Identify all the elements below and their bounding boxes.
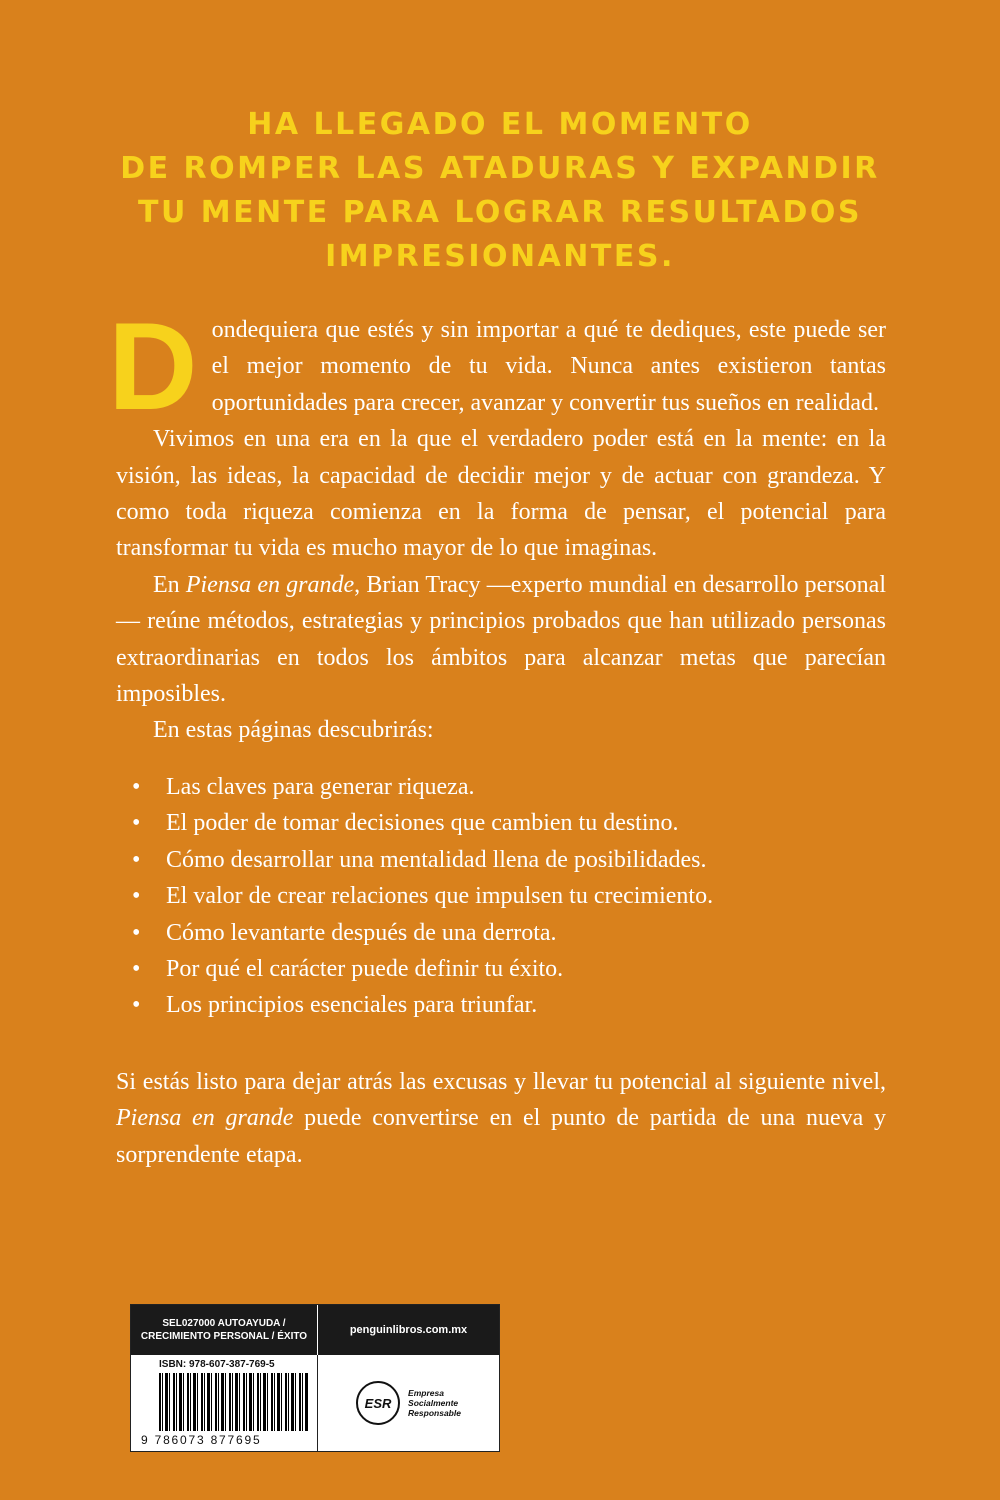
barcode-bars	[159, 1373, 309, 1431]
headline	[60, 103, 940, 279]
category-line-1: SEL027000 AUTOAYUDA /	[162, 1318, 286, 1329]
bullet-item: • Por qué el carácter puede definir tu éxito.	[116, 951, 886, 987]
closing-book-title: Piensa en grande	[116, 1105, 294, 1132]
closing-text-2: puede convertirse en el punto de partida de una nueva y sorprendente etapa.	[116, 1105, 886, 1168]
headline-line-3: TU MENTE PARA LOGRAR RESULTADOS	[138, 195, 862, 230]
bullet-item: • El poder de tomar decisiones que cambien tu destino.	[116, 805, 886, 841]
headline-line-4: IMPRESIONANTES.	[325, 239, 675, 274]
esr-line-2: Socialmente	[408, 1398, 459, 1408]
paragraph-3	[116, 567, 886, 713]
barcode-header	[131, 1305, 499, 1355]
category-label	[131, 1305, 318, 1355]
bullet-item: • Los principios esenciales para triunfar.	[116, 987, 886, 1023]
paragraph-4: En estas páginas descubrirás:	[153, 717, 434, 744]
closing-paragraph	[116, 1064, 886, 1173]
esr-text	[408, 1388, 461, 1418]
book-title: Piensa en grande	[185, 571, 355, 598]
barcode-digits: 9 786073 877695	[141, 1433, 262, 1447]
body-text	[108, 298, 886, 1173]
bullet-list	[116, 769, 886, 1024]
barcode-section	[131, 1355, 318, 1451]
drop-cap: D	[108, 298, 198, 436]
closing-text-1: Si estás listo para dejar atrás las excusas y llevar tu potencial al siguiente nivel,	[116, 1068, 886, 1095]
esr-section	[318, 1355, 499, 1451]
bullet-item: • Las claves para generar riqueza.	[116, 769, 886, 805]
bullet-item: • El valor de crear relaciones que impulsen tu crecimiento.	[116, 878, 886, 914]
category-line-2: CRECIMIENTO PERSONAL / ÉXITO	[140, 1331, 308, 1342]
paragraph-1	[108, 298, 886, 436]
barcode-body	[131, 1355, 499, 1451]
esr-line-3: Responsable	[408, 1408, 461, 1418]
paragraph-2: Vivimos en una era en la que el verdadero poder está en la mente: en la visión, las ideas, la capacidad de decidir mejor y de actuar con grandeza. Y como toda riqueza comienza en la forma de pensar, el potencial para transformar tu vida es mucho mayor de lo que imaginas.	[116, 426, 886, 562]
esr-logo-icon: ESR	[356, 1381, 400, 1425]
barcode-box	[130, 1304, 500, 1452]
website-label: penguinlibros.com.mx	[349, 1324, 468, 1336]
isbn-label: ISBN: 978-607-387-769-5	[159, 1359, 275, 1370]
paragraph-3-text: , Brian Tracy —experto mundial en desarrollo personal— reúne métodos, estrategias y principios probados que han utilizado personas extraordinarias en todos los ámbitos para alcanzar metas que parecían imposibles.	[116, 571, 886, 708]
headline-line-1: HA LLEGADO EL MOMENTO	[247, 107, 753, 142]
paragraph-1-text: ondequiera que estés y sin importar a qué te dediques, este puede ser el mejor momento de tu vida. Nunca antes existieron tantas oportunidades para crecer, avanzar y convertir tus sueños en realidad.	[211, 317, 886, 416]
esr-line-1: Empresa	[408, 1388, 444, 1398]
bullet-item: • Cómo levantarte después de una derrota.	[116, 915, 886, 951]
paragraph-3-intro: En	[153, 571, 186, 598]
headline-line-2: DE ROMPER LAS ATADURAS Y EXPANDIR	[120, 151, 880, 186]
bullet-item: • Cómo desarrollar una mentalidad llena de posibilidades.	[116, 842, 886, 878]
